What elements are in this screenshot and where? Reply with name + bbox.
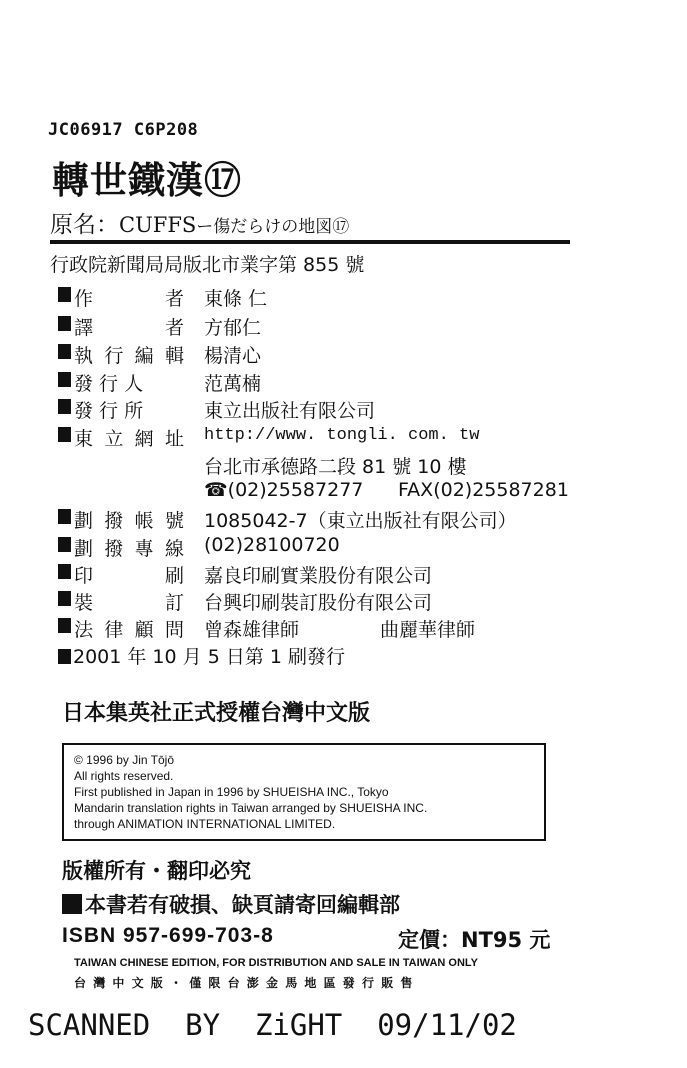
credit-value: 台興印刷裝訂股份有限公司 xyxy=(204,592,433,614)
original-title-latin: CUFFS xyxy=(119,213,197,237)
damage-notice-text: 本書若有破損、缺頁請寄回編輯部 xyxy=(85,893,400,917)
original-title-label: 原名： xyxy=(50,212,119,238)
credit-row-legal xyxy=(58,615,476,643)
authorization-statement: 日本集英社正式授權台灣中文版 xyxy=(62,701,371,726)
credit-label: 法律顧問 xyxy=(74,619,184,641)
credit-row-author xyxy=(58,284,268,312)
legal-counsel-1: 曾森雄律師 xyxy=(204,619,300,641)
credit-label: 發 行 所 xyxy=(74,400,144,422)
phone-number: ☎(02)25587277 xyxy=(204,479,364,501)
copyright-line: © 1996 by Jin Tōjō xyxy=(74,753,175,767)
bullet-square xyxy=(58,287,71,302)
legal-counsel-2: 曲麗華律師 xyxy=(380,619,476,641)
damage-notice xyxy=(62,889,400,919)
credit-row-publisher xyxy=(58,369,262,397)
bullet-square xyxy=(58,537,71,552)
credit-row-website xyxy=(58,424,480,452)
credit-label: 執行編輯 xyxy=(74,345,184,367)
credit-value: 范萬楠 xyxy=(204,373,262,395)
credit-value: 嘉良印刷實業股份有限公司 xyxy=(204,565,433,587)
credit-row-publishing-house xyxy=(58,396,376,424)
bullet-square xyxy=(58,618,71,633)
publication-date-text: 2001 年 10 月 5 日第 1 刷發行 xyxy=(73,646,345,668)
bullet-square xyxy=(58,344,71,359)
credit-label: 印 刷 xyxy=(74,565,184,587)
credit-label: 作 者 xyxy=(74,288,184,310)
publication-date xyxy=(58,642,345,669)
bullet-square xyxy=(58,427,71,442)
copyright-line: Mandarin translation rights in Taiwan arranged by SHUEISHA INC. xyxy=(74,801,428,815)
credit-value: 東立出版社有限公司 xyxy=(204,400,376,422)
address: 台北市承德路二段 81 號 10 樓 xyxy=(204,456,467,478)
book-title: 轉世鐵漢⑰ xyxy=(52,159,242,202)
copyright-line: All rights reserved. xyxy=(74,769,174,783)
original-title xyxy=(50,206,349,239)
copyright-line: First published in Japan in 1996 by SHUEISHA INC., Tokyo xyxy=(74,785,389,799)
credit-label: 譯 者 xyxy=(74,317,184,339)
bullet-square xyxy=(58,591,71,606)
credit-label: 發 行 人 xyxy=(74,373,144,395)
credit-value: (02)28100720 xyxy=(204,534,340,556)
bullet-square xyxy=(58,649,71,664)
credit-row-binding xyxy=(58,588,433,616)
bullet-square xyxy=(62,894,82,914)
credit-value: 東條 仁 xyxy=(204,288,268,310)
credit-value: 楊清心 xyxy=(204,345,262,367)
license-number: 行政院新聞局局版北市業字第 855 號 xyxy=(50,254,365,276)
title-divider xyxy=(50,240,570,244)
credit-row-account xyxy=(58,506,517,534)
rights-notice: 版權所有・翻印必究 xyxy=(62,859,251,883)
credit-row-hotline xyxy=(58,534,340,562)
edition-notice: TAIWAN CHINESE EDITION, FOR DISTRIBUTION AND SALE IN TAIWAN ONLY xyxy=(74,957,478,969)
bullet-square xyxy=(58,399,71,414)
fax-number: FAX(02)25587281 xyxy=(398,479,569,501)
catalog-code: JC06917 C6P208 xyxy=(48,120,199,140)
copyright-box xyxy=(62,743,546,841)
credit-label: 東立網址 xyxy=(74,428,184,450)
credit-row-editor xyxy=(58,341,262,369)
scanner-credit: SCANNED BY ZiGHT 09/11/02 xyxy=(28,1008,517,1042)
region-notice: 台灣中文版・僅限台澎金馬地區發行販售 xyxy=(74,976,420,990)
credit-label: 裝 訂 xyxy=(74,592,184,614)
price: 定價：NT95 元 xyxy=(398,928,551,952)
bullet-square xyxy=(58,372,71,387)
isbn: ISBN 957-699-703-8 xyxy=(62,924,274,947)
original-title-japanese: ー傷だらけの地図⑰ xyxy=(196,217,350,237)
bullet-square xyxy=(58,509,71,524)
bullet-square xyxy=(58,316,71,331)
credit-row-translator xyxy=(58,313,262,341)
bullet-square xyxy=(58,564,71,579)
credit-label: 劃撥帳號 xyxy=(74,510,184,532)
copyright-line: through ANIMATION INTERNATIONAL LIMITED. xyxy=(74,817,336,831)
credit-value: 1085042-7（東立出版社有限公司） xyxy=(204,510,517,532)
website-url: http://www. tongli. com. tw xyxy=(204,426,480,445)
credit-value: 方郁仁 xyxy=(204,317,262,339)
credit-row-printing xyxy=(58,561,433,589)
credit-label: 劃撥專線 xyxy=(74,538,184,560)
